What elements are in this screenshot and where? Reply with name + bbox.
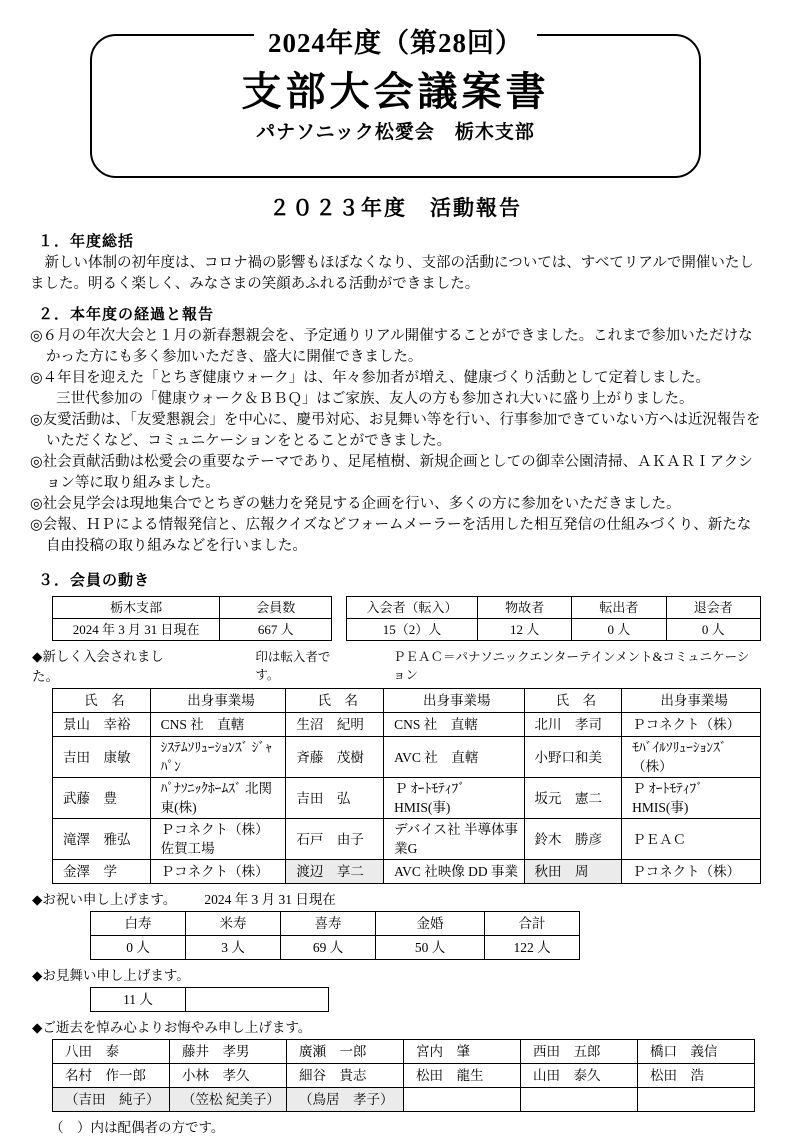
member-name: 滝澤 雅弘	[53, 819, 151, 860]
section-2-item-2	[30, 368, 761, 389]
mourning-name: 宮内 肇	[404, 1040, 521, 1064]
stats-right-value-0: 15（2）人	[347, 619, 478, 641]
page-title: ２０２３年度 活動報告	[269, 196, 522, 220]
membership-stats	[52, 596, 761, 641]
section-1-heading: １．年度総括	[38, 234, 135, 250]
new-members-note-row	[32, 645, 761, 685]
stats-right-table	[346, 596, 761, 641]
document-header	[30, 26, 761, 178]
stats-left-header-0: 栃木支部	[53, 597, 220, 619]
bullet-text-6: 会報、ＨＰによる情報発信と、広報クイズなどフォームメーラーを活用した相互発信の仕組みづくり、新たな自由投稿の取り組みなどを行いました。	[42, 517, 752, 554]
bullet-text-4: 社会貢献活動は松愛会の重要なテーマであり、足尾植樹、新規企画としての御幸公園清掃、ＡＫＡＲＩアクション等に取り組みました。	[42, 454, 753, 491]
table-row	[53, 597, 332, 619]
mourning-name: （笠松 紀美子）	[170, 1088, 287, 1112]
member-name: 金澤 学	[53, 860, 151, 884]
member-org: Ｐ ｵｰﾄﾓﾃｨﾌﾞ HMIS(事)	[622, 778, 761, 819]
bullet-mark-2: ◎	[30, 370, 43, 386]
bullet-text-2: ４年目を迎えた「とちぎ健康ウォーク」は、年々参加者が増え、健康づくり活動として定着しました。	[42, 370, 710, 386]
mourning-name: 廣瀬 一郎	[287, 1040, 404, 1064]
member-name: 渡辺 享二	[286, 860, 384, 884]
peac-legend: ＰＥＡＣ＝パナソニックエンターテインメント&コミュニケーション	[393, 650, 750, 682]
table-row	[53, 1088, 755, 1112]
member-name: 吉田 康敏	[53, 737, 151, 778]
member-name: 坂元 憲二	[524, 778, 622, 819]
section-2-item-2-sub: 三世代参加の「健康ウォーク＆ＢＢＱ」はご家族、友人の方も参加され大いに盛り上がりました。	[56, 391, 694, 407]
member-org: Ｐコネクト（株）	[622, 860, 761, 884]
members-header-5: 出身事業場	[622, 689, 761, 713]
table-row	[53, 778, 761, 819]
member-org: AVC 社映像 DD 事業	[384, 860, 524, 884]
member-org: AVC 社 直轄	[384, 737, 524, 778]
table-row	[347, 619, 761, 641]
bullet-mark-3: ◎	[30, 412, 43, 428]
mourning-name: 松田 龍生	[404, 1064, 521, 1088]
celebration-note: ◆お祝い申し上げます。	[32, 892, 177, 907]
mourning-name: （鳥居 孝子）	[287, 1088, 404, 1112]
celebration-header-0: 白寿	[91, 912, 186, 936]
mourning-name	[638, 1088, 755, 1112]
header-title: 支部大会議案書	[241, 69, 550, 114]
table-row	[53, 819, 761, 860]
celebration-value-0: 0 人	[91, 936, 186, 960]
members-header-0: 氏 名	[53, 689, 151, 713]
member-org: デバイス社 半導体事業G	[384, 819, 524, 860]
mourning-name: 橋口 義信	[638, 1040, 755, 1064]
section-1-paragraph: 新しい体制の初年度は、コロナ禍の影響もほぼなくなり、支部の活動については、すべてリアルで開催いたしました。明るく楽しく、みなさまの笑顔あふれる活動ができました。	[30, 255, 754, 292]
mourning-note: ◆ご逝去を悼み心よりお悔やみ申し上げます。	[32, 1020, 312, 1035]
member-name: 斉藤 茂樹	[286, 737, 384, 778]
members-header-3: 出身事業場	[384, 689, 524, 713]
bullet-text-1: ６月の年次大会と１月の新春懇親会を、予定通りリアル開催することができました。これまで参加いただけなかった方にも多く参加いただき、盛大に開催できました。	[42, 328, 753, 365]
member-org: Ｐコネクト（株）	[622, 713, 761, 737]
member-org: CNS 社 直轄	[150, 713, 286, 737]
table-header-row	[53, 689, 761, 713]
section-2-item-4	[30, 452, 761, 494]
table-row	[53, 713, 761, 737]
member-org: Ｐ ｵｰﾄﾓﾃｨﾌﾞ HMIS(事)	[384, 778, 524, 819]
bullet-text-5: 社会見学会は現地集合でとちぎの魅力を発見する企画を行い、多くの方に参加をいただきました。	[42, 496, 681, 512]
table-row	[53, 1040, 755, 1064]
stats-left-header-1: 会員数	[220, 597, 332, 619]
bullet-mark-1: ◎	[30, 328, 43, 344]
member-name: 小野口和美	[524, 737, 622, 778]
member-org: CNS 社 直轄	[384, 713, 524, 737]
table-row	[53, 619, 332, 641]
members-header-1: 出身事業場	[150, 689, 286, 713]
stats-right-value-3: 0 人	[666, 619, 760, 641]
stats-left-table	[52, 596, 332, 641]
member-org: Ｐコネクト（株）佐賀工場	[150, 819, 286, 860]
table-row	[91, 988, 329, 1012]
members-header-4: 氏 名	[524, 689, 622, 713]
table-header-row	[91, 912, 580, 936]
member-name: 北川 孝司	[524, 713, 622, 737]
celebration-header-1: 米寿	[186, 912, 281, 936]
section-2-item-1	[30, 326, 761, 368]
stats-right-header-3: 退会者	[666, 597, 760, 619]
mourning-name: 名村 作一郎	[53, 1064, 170, 1088]
celebration-header-2: 喜寿	[281, 912, 376, 936]
table-row	[347, 597, 761, 619]
stats-left-value-0: 2024 年 3 月 31 日現在	[53, 619, 220, 641]
member-org: ｼｽﾃﾑｿﾘｭｰｼｮﾝｽﾞ ｼﾞｬﾊﾟﾝ	[150, 737, 286, 778]
member-name: 鈴木 勝彦	[524, 819, 622, 860]
table-row	[91, 936, 580, 960]
section-2-item-6	[30, 515, 761, 557]
stats-right-header-2: 転出者	[572, 597, 666, 619]
celebration-note-row	[32, 888, 761, 908]
sick-note: ◆お見舞い申し上げます。	[32, 968, 190, 983]
stats-left-value-1: 667 人	[220, 619, 332, 641]
stats-right-value-2: 0 人	[572, 619, 666, 641]
mourning-name: 細谷 貴志	[287, 1064, 404, 1088]
celebration-header-4: 合計	[485, 912, 580, 936]
celebration-date: 2024 年 3 月 31 日現在	[204, 892, 336, 907]
mourning-footnote: （ ）内は配偶者の方です。	[50, 1120, 225, 1135]
sick-blank-cell	[186, 988, 329, 1012]
section-3-heading: ３．会員の動き	[38, 573, 151, 589]
member-name: 生沼 紀明	[286, 713, 384, 737]
stats-right-header-1: 物故者	[477, 597, 571, 619]
stats-right-value-1: 12 人	[477, 619, 571, 641]
member-name: 秋田 周	[524, 860, 622, 884]
celebration-value-2: 69 人	[281, 936, 376, 960]
header-subtitle: パナソニック松愛会 栃木支部	[256, 122, 535, 143]
members-header-2: 氏 名	[286, 689, 384, 713]
mourning-name: 小林 孝久	[170, 1064, 287, 1088]
bullet-mark-4: ◎	[30, 454, 43, 470]
bullet-mark-6: ◎	[30, 517, 43, 533]
new-members-note-mid: 印は転入者です。	[255, 650, 331, 682]
mourning-name	[404, 1088, 521, 1112]
mourning-name: 八田 泰	[53, 1040, 170, 1064]
new-members-note: ◆新しく入会されました。	[32, 649, 164, 684]
member-org: ﾓﾊﾞｲﾙｿﾘｭｰｼｮﾝｽﾞ（株）	[622, 737, 761, 778]
sick-table	[90, 987, 329, 1012]
section-2-heading: ２．本年度の経過と報告	[38, 307, 215, 323]
mourning-name: 山田 泰久	[521, 1064, 638, 1088]
member-org: ＰＥＡＣ	[622, 819, 761, 860]
member-name: 武藤 豊	[53, 778, 151, 819]
celebration-header-3: 金婚	[376, 912, 485, 936]
table-row	[53, 1064, 755, 1088]
bullet-text-3: 友愛活動は、「友愛懇親会」を中心に、慶弔対応、お見舞い等を行い、行事参加できていない方へは近況報告をいただくなど、コミュニケーションをとることができました。	[42, 412, 761, 449]
mourning-name	[521, 1088, 638, 1112]
mourning-name: 藤井 孝男	[170, 1040, 287, 1064]
member-org: ﾊﾟﾅｿﾆｯｸﾎｰﾑｽﾞ 北関東(株)	[150, 778, 286, 819]
mourning-name: 西田 五郎	[521, 1040, 638, 1064]
sick-value: 11 人	[91, 988, 186, 1012]
bullet-mark-5: ◎	[30, 496, 43, 512]
table-row	[53, 737, 761, 778]
header-content	[30, 26, 761, 146]
mourning-name: （吉田 純子）	[53, 1088, 170, 1112]
celebration-value-4: 122 人	[485, 936, 580, 960]
section-2-item-5	[30, 494, 761, 515]
header-year: 2024年度（第28回）	[254, 26, 537, 60]
member-org: Ｐコネクト（株）	[150, 860, 286, 884]
stats-right-header-0: 入会者（転入）	[347, 597, 478, 619]
member-name: 景山 幸裕	[53, 713, 151, 737]
celebration-value-1: 3 人	[186, 936, 281, 960]
member-name: 石戸 由子	[286, 819, 384, 860]
new-members-table	[52, 688, 761, 884]
mourning-table	[52, 1039, 755, 1112]
table-row	[53, 860, 761, 884]
mourning-name: 松田 浩	[638, 1064, 755, 1088]
celebration-table	[90, 911, 580, 960]
celebration-value-3: 50 人	[376, 936, 485, 960]
member-name: 吉田 弘	[286, 778, 384, 819]
section-2-item-3	[30, 410, 761, 452]
